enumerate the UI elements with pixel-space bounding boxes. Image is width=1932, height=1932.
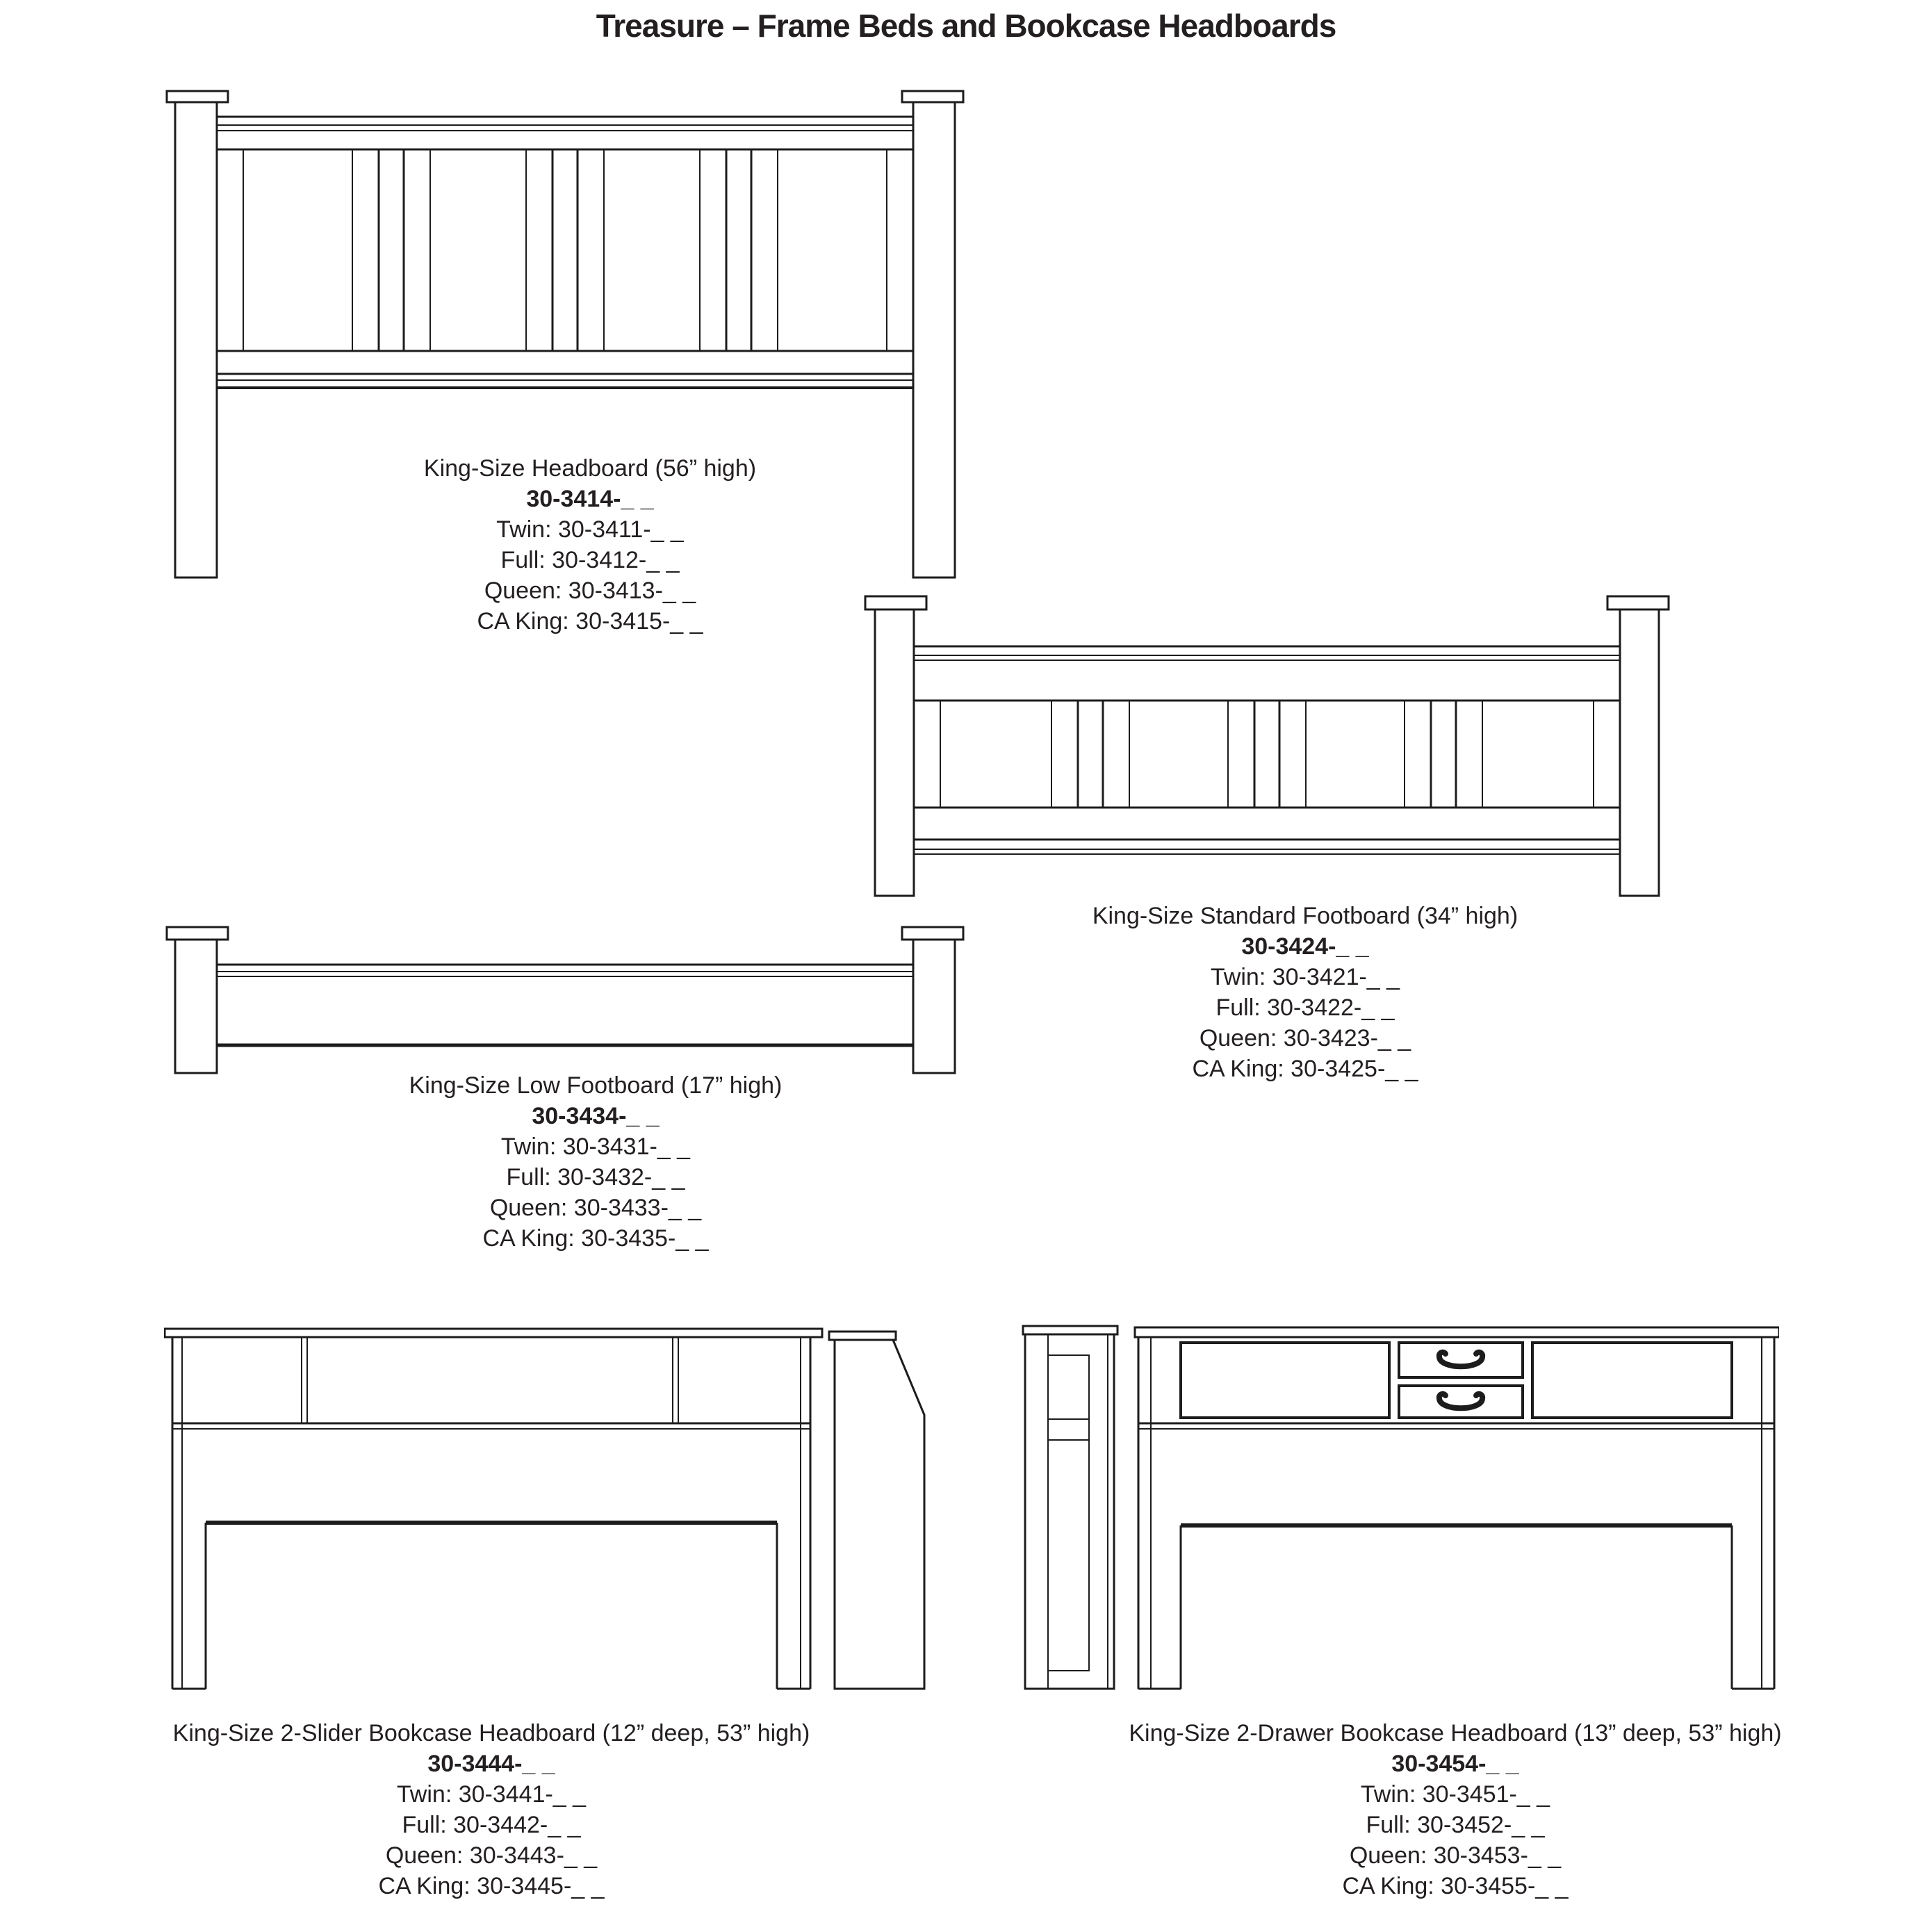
panel-assembly [217, 149, 913, 351]
king-standard-footboard-svg [864, 595, 1670, 899]
figure-name: King-Size Headboard (56” high) [423, 455, 757, 482]
drawer-handle-icon [1439, 1394, 1482, 1408]
variant-twin: Twin: 30-3411-_ _ [496, 516, 684, 543]
king-headboard-caption [312, 453, 868, 637]
right-post [1607, 596, 1669, 896]
post-cap [167, 927, 228, 940]
variant-twin: Twin: 30-3451-_ _ [1360, 1781, 1550, 1808]
post-cap [167, 91, 228, 102]
variant-full: Full: 30-3422-_ _ [1215, 994, 1395, 1021]
variant-queen: Queen: 30-3443-_ _ [385, 1842, 598, 1869]
king-low-footboard-drawing [165, 926, 965, 1077]
variant-twin: Twin: 30-3431-_ _ [500, 1133, 691, 1160]
side-profile [1025, 1334, 1114, 1689]
post-body [1620, 609, 1659, 896]
bookcase-compartments [302, 1337, 678, 1423]
post-body [875, 609, 914, 896]
left-cubby-opening [1181, 1343, 1389, 1418]
page-title: Treasure – Frame Beds and Bookcase Headboards [596, 8, 1336, 44]
left-post [167, 927, 228, 1073]
right-post [902, 927, 963, 1073]
king-2-drawer-bookcase-headboard-caption [1129, 1718, 1782, 1901]
king-2-drawer-bookcase-headboard-drawing [1022, 1323, 1779, 1698]
compartment-divider [673, 1337, 678, 1423]
side-view [829, 1332, 924, 1689]
post-cap [865, 596, 926, 609]
king-2-slider-bookcase-headboard-caption [165, 1718, 818, 1901]
post-cap [902, 927, 963, 940]
king-low-footboard-svg [165, 926, 965, 1077]
king-2-slider-bookcase-headboard-svg [164, 1325, 928, 1693]
top-cap [165, 1329, 822, 1337]
bottom-drawer [1399, 1386, 1523, 1418]
right-post [902, 91, 963, 578]
panel-divider [726, 149, 751, 351]
figure-model: 30-3414-_ _ [526, 486, 654, 512]
king-2-slider-bookcase-headboard-drawing [164, 1325, 928, 1693]
rail [217, 965, 913, 1045]
figure-model: 30-3424-_ _ [1241, 933, 1369, 960]
king-standard-footboard-caption [1027, 901, 1583, 1084]
variant-full: Full: 30-3442-_ _ [402, 1812, 581, 1838]
panel-divider [1078, 701, 1103, 808]
figure-name: King-Size Standard Footboard (34” high) [1092, 903, 1518, 929]
figure-name: King-Size 2-Drawer Bookcase Headboard (13” deep, 53” high) [1129, 1720, 1782, 1746]
variant-ca-king: CA King: 30-3445-_ _ [378, 1873, 605, 1899]
variant-full: Full: 30-3452-_ _ [1366, 1812, 1545, 1838]
variant-twin: Twin: 30-3421-_ _ [1210, 964, 1400, 990]
legs [172, 1523, 810, 1689]
top-rail [914, 646, 1620, 660]
panel-divider [1254, 701, 1279, 808]
drawer-handle-icon [1439, 1352, 1482, 1366]
variant-ca-king: CA King: 30-3425-_ _ [1192, 1056, 1418, 1082]
variant-ca-king: CA King: 30-3415-_ _ [477, 608, 703, 635]
top-cap [1135, 1327, 1779, 1337]
side-panel [1048, 1355, 1089, 1671]
post-body [175, 102, 217, 578]
left-post [865, 596, 926, 896]
panel-divider [1431, 701, 1456, 808]
top-cap [829, 1332, 896, 1340]
post-cap [1607, 596, 1669, 609]
variant-queen: Queen: 30-3453-_ _ [1349, 1842, 1562, 1869]
figure-model: 30-3434-_ _ [532, 1103, 660, 1129]
figure-name: King-Size Low Footboard (17” high) [409, 1072, 783, 1099]
post-body [913, 102, 955, 578]
variant-twin: Twin: 30-3441-_ _ [396, 1781, 587, 1808]
left-post [167, 91, 228, 578]
drawer-front [1399, 1343, 1523, 1377]
king-standard-footboard-drawing [864, 595, 1670, 899]
panel-assembly [914, 701, 1620, 808]
top-cap [1023, 1326, 1118, 1334]
right-cubby-opening [1532, 1343, 1732, 1418]
figure-model: 30-3454-_ _ [1391, 1751, 1519, 1777]
panel-divider [379, 149, 404, 351]
front-view [1135, 1327, 1779, 1689]
post-body [913, 940, 955, 1073]
compartment-divider [302, 1337, 307, 1423]
drawer-front [1399, 1386, 1523, 1418]
bookcase-shelf [172, 1423, 810, 1429]
side-view [1023, 1326, 1118, 1689]
variant-full: Full: 30-3412-_ _ [500, 547, 680, 573]
king-2-drawer-bookcase-headboard-svg [1022, 1323, 1779, 1698]
bottom-rail [217, 374, 913, 388]
variant-ca-king: CA King: 30-3435-_ _ [482, 1225, 709, 1252]
variant-ca-king: CA King: 30-3455-_ _ [1342, 1873, 1569, 1899]
legs [1138, 1525, 1774, 1689]
variant-full: Full: 30-3432-_ _ [506, 1164, 685, 1190]
panel-divider [552, 149, 578, 351]
post-body [175, 940, 217, 1073]
king-low-footboard-caption [318, 1070, 874, 1254]
variant-queen: Queen: 30-3433-_ _ [489, 1195, 702, 1221]
post-cap [902, 91, 963, 102]
figure-name: King-Size 2-Slider Bookcase Headboard (12” deep, 53” high) [172, 1720, 810, 1746]
variant-queen: Queen: 30-3423-_ _ [1199, 1025, 1411, 1051]
bottom-rail [914, 840, 1620, 854]
front-view [165, 1329, 822, 1689]
top-rail [217, 117, 913, 131]
side-profile [835, 1340, 924, 1689]
variant-queen: Queen: 30-3413-_ _ [484, 578, 696, 604]
bookcase-shelf [1138, 1423, 1774, 1429]
figure-model: 30-3444-_ _ [427, 1751, 555, 1777]
top-drawer [1399, 1343, 1523, 1377]
